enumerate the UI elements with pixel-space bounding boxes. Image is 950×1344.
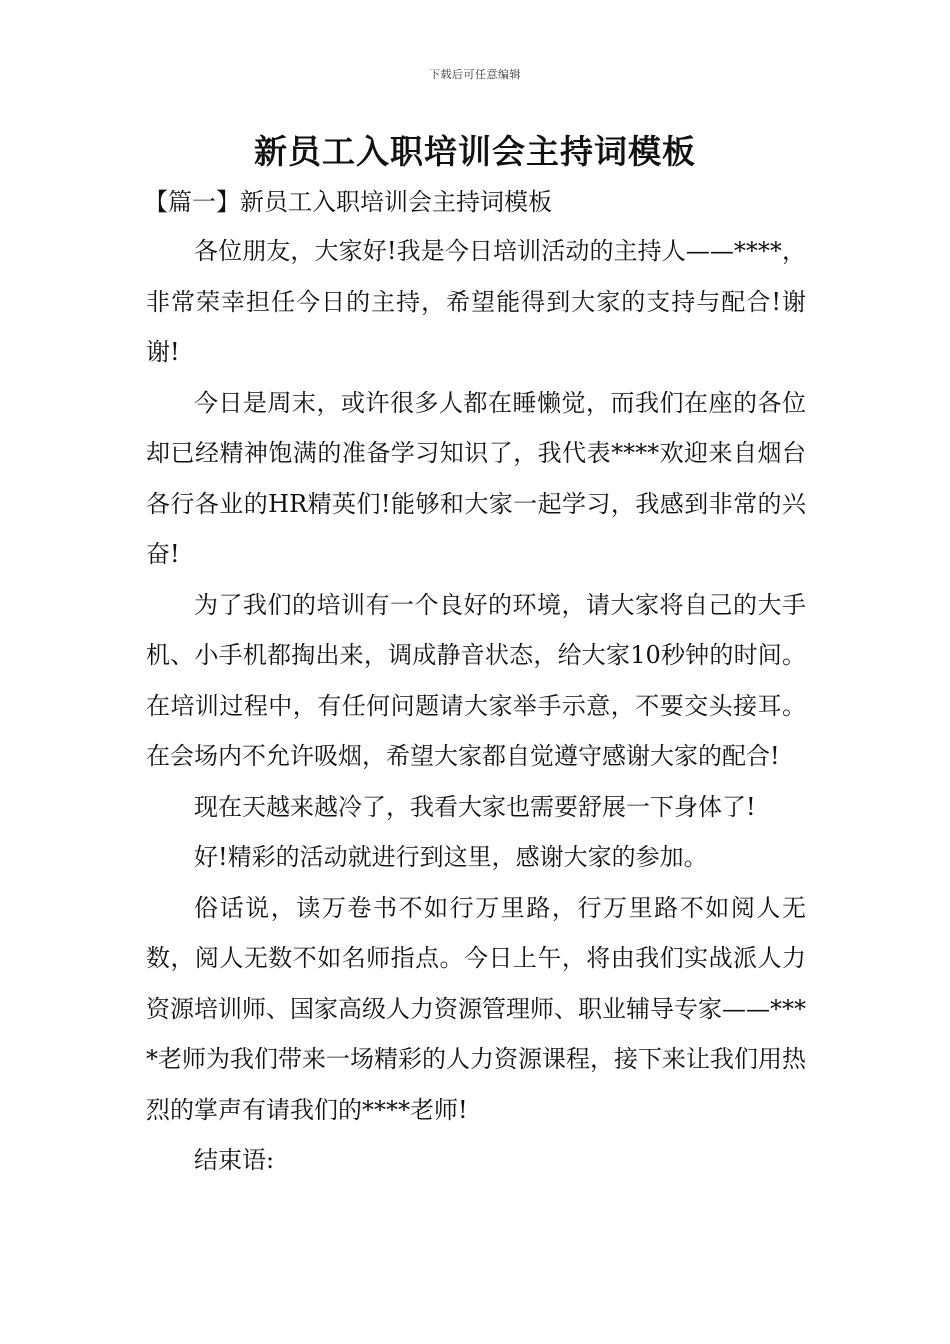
header-note: 下载后可任意编辑 — [429, 68, 521, 81]
section-heading: 【篇一】新员工入职培训会主持词模板 — [144, 188, 552, 216]
paragraph-activity-end: 好!精彩的活动就进行到这里，感谢大家的参加。 — [194, 843, 708, 871]
paragraph-introduction: 俗话说，读万卷书不如行万里路，行万里路不如阅人无数，阅人无数不如名师指点。今日上午，将由我们实战派人力资源培训师、国家高级人力资源管理师、职业辅导专家——****老师为我们带来一场精彩的人力资源课程，接下来让我们用热烈的掌声有请我们的****老师! — [146, 893, 806, 1124]
paragraph-closing-label: 结束语: — [194, 1146, 275, 1174]
paragraph-stretch: 现在天越来越冷了，我看大家也需要舒展一下身体了! — [194, 792, 756, 821]
paragraph-welcome: 今日是周末，或许很多人都在睡懒觉，而我们在座的各位却已经精神饱满的准备学习知识了，我代表****欢迎来自烟台各行各业的HR精英们!能够和大家一起学习，我感到非常的兴奋! — [146, 388, 806, 568]
document-title: 新员工入职培训会主持词模板 — [254, 132, 696, 171]
document-body — [146, 226, 806, 1186]
paragraph-greeting: 各位朋友，大家好!我是今日培训活动的主持人——****，非常荣幸担任今日的主持，希望能得到大家的支持与配合!谢谢! — [146, 237, 806, 366]
paragraph-rules: 为了我们的培训有一个良好的环境，请大家将自己的大手机、小手机都掏出来，调成静音状态，给大家10秒钟的时间。在培训过程中，有任何问题请大家举手示意，不要交头接耳。在会场内不允许吸烟，希望大家都自觉遵守感谢大家的配合! — [146, 590, 806, 770]
